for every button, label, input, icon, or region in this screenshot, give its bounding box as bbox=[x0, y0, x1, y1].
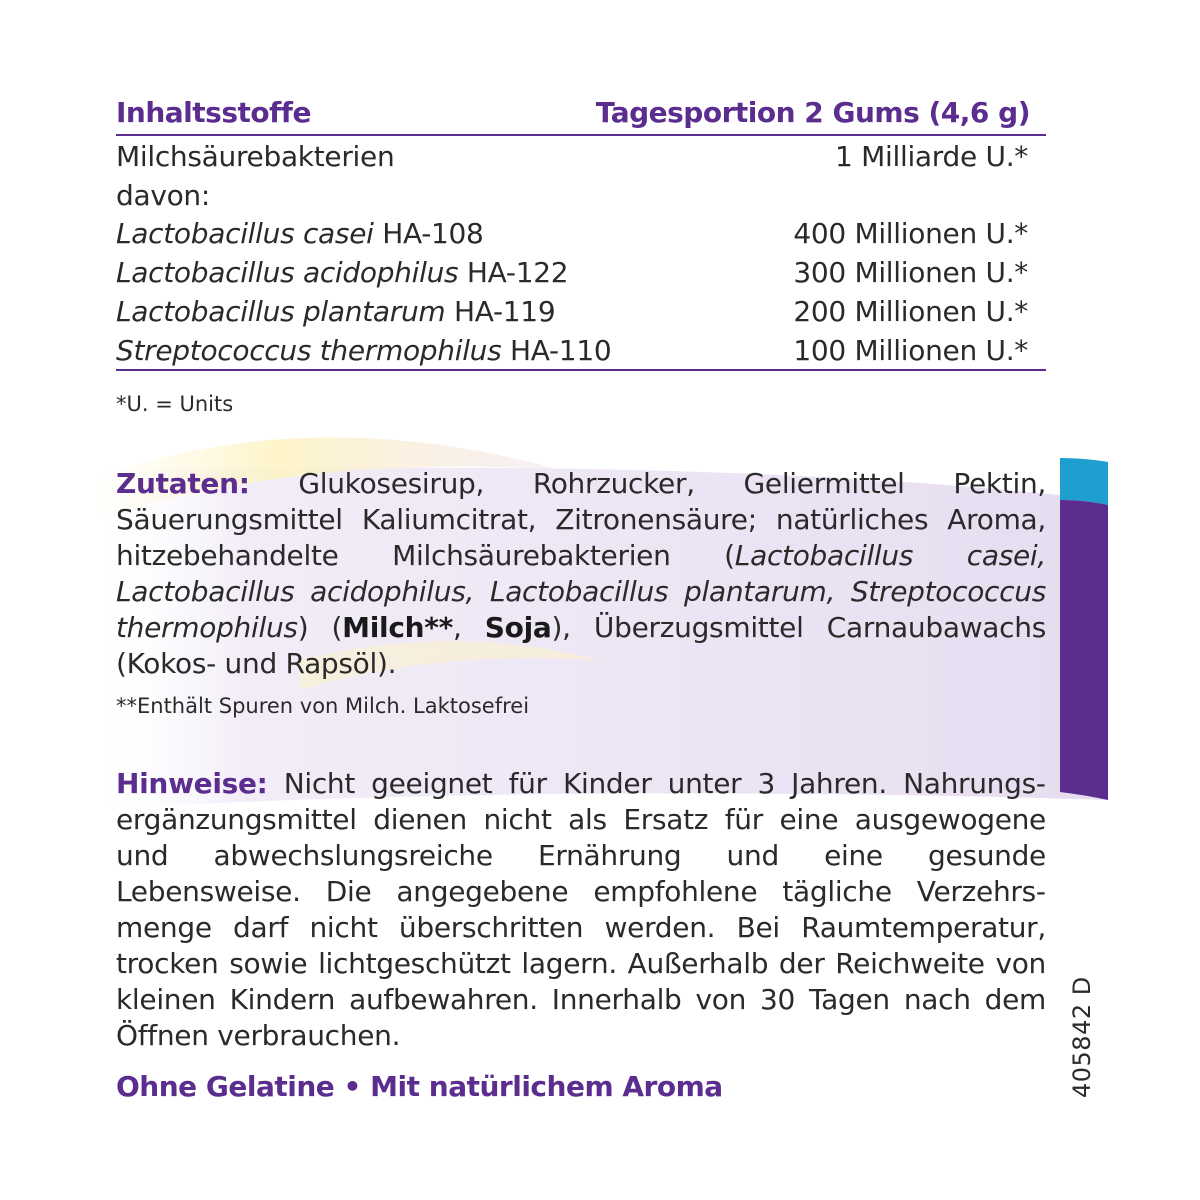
allergen-soy: Soja bbox=[484, 611, 552, 644]
ingredient-amount: 400 Millionen U.* bbox=[793, 217, 1028, 250]
table-row bbox=[116, 178, 1028, 214]
notes-text: Nicht geeignet für Kinder unter 3 Jahren. Nahrungsergänzungsmittel dienen nicht als Ersatz für eine ausgewogene und abwechslungsreiche Ernährung und eine gesunde Lebensweise. Die angegebene empfohlene tägliche Verzehrsmenge darf nicht überschritten werden. Bei Raumtemperatur, trocken sowie lichtgeschützt lagern. Außerhalb der Reichweite von kleinen Kindern aufbewahren. Innerhalb von 30 Tagen nach dem Öffnen verbrauchen. bbox=[116, 767, 1046, 1052]
units-footnote: *U. = Units bbox=[116, 392, 234, 416]
table-header-daily-portion: Tagesportion 2 Gums (4,6 g) bbox=[595, 96, 1030, 129]
ingredient-amount: 1 Milliarde U.* bbox=[835, 140, 1028, 173]
table-bottom-rule bbox=[116, 369, 1046, 371]
ingredient-amount: 300 Millionen U.* bbox=[793, 256, 1028, 289]
table-row bbox=[116, 216, 1028, 252]
table-row bbox=[116, 333, 1028, 369]
allergen-footnote: **Enthält Spuren von Milch. Laktosefrei bbox=[116, 694, 530, 718]
table-row bbox=[116, 255, 1028, 291]
notes-label: Hinweise: bbox=[116, 767, 268, 800]
allergen-milk: Milch** bbox=[342, 611, 453, 644]
article-code: 405842 D bbox=[1068, 976, 1096, 1098]
table-row bbox=[116, 294, 1028, 330]
notes-paragraph bbox=[116, 766, 1046, 1054]
ingredient-amount: 100 Millionen U.* bbox=[793, 334, 1028, 367]
ingredient-amount: 200 Millionen U.* bbox=[793, 295, 1028, 328]
ingredient-name: Streptococcus thermophilus HA-110 bbox=[116, 334, 612, 367]
species-list: Lactobacillus casei, Lactobacillus acidophilus, Lactobacillus plantarum, Streptococcus thermophilus bbox=[116, 539, 1046, 644]
table-row bbox=[116, 139, 1028, 175]
ingredients-paragraph: Zutaten: Glukosesirup, Rohrzucker, Geliermittel Pektin, Säuerungsmittel Kaliumcitrat, Zitronensäure; natürliches Aroma, hitzebehandelte Milchsäurebakterien (Lactobacillus casei, Lactobacillus acidophilus, Lactobacillus plantarum, Streptococcus thermophilus) (Milch**, Soja), Überzugsmittel Carnaubawachs (Kokos- und Rapsöl). bbox=[116, 467, 1046, 680]
ingredient-name: Lactobacillus plantarum HA-119 bbox=[116, 295, 556, 328]
ingredient-name: Lactobacillus acidophilus HA-122 bbox=[116, 256, 569, 289]
ingredients-table-header bbox=[116, 94, 1046, 136]
ingredients-label: Zutaten: bbox=[116, 467, 250, 500]
ingredient-name: davon: bbox=[116, 179, 211, 212]
product-tagline: Ohne Gelatine • Mit natürlichem Aroma bbox=[116, 1070, 723, 1103]
ingredient-name: Lactobacillus casei HA-108 bbox=[116, 217, 484, 250]
table-header-ingredients: Inhaltsstoffe bbox=[116, 96, 311, 129]
ingredient-name: Milchsäurebakterien bbox=[116, 140, 395, 173]
